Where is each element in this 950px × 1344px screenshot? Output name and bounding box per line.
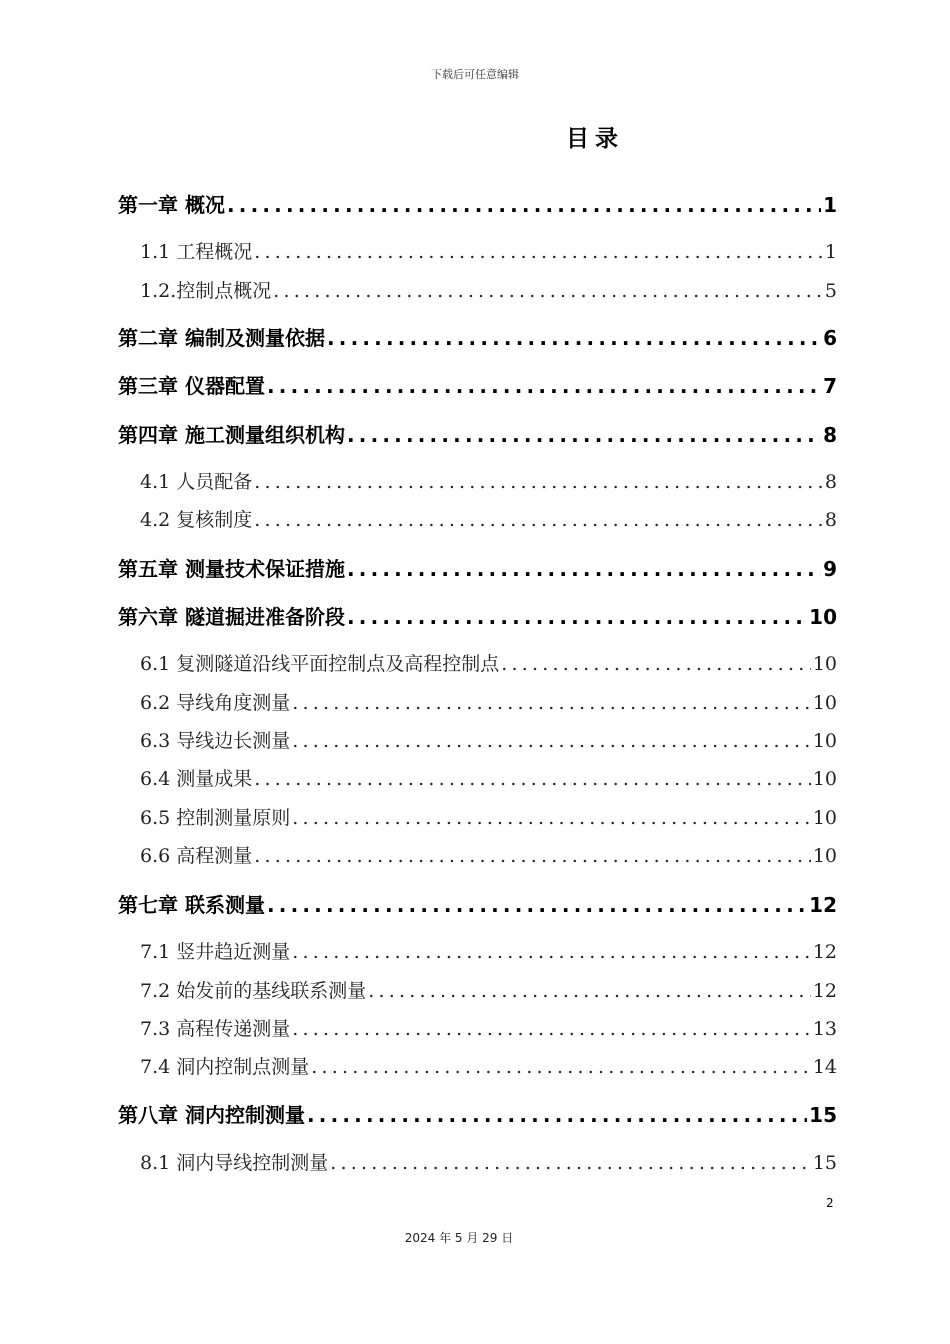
toc-entry-label: 4.1 人员配备	[140, 471, 253, 493]
toc-entry-page: 8	[823, 423, 837, 447]
toc-leader-dots	[267, 374, 821, 398]
toc-entry-page: 10	[812, 692, 837, 714]
toc-entry[interactable]	[140, 764, 837, 791]
toc-entry-label: 第三章 仪器配置	[118, 374, 265, 398]
toc-entry-page: 10	[812, 653, 837, 675]
toc-entry-label: 第七章 联系测量	[118, 893, 265, 917]
toc-leader-dots	[292, 941, 811, 963]
toc-entry-label: 第一章 概况	[118, 193, 225, 217]
toc-entry-page: 15	[812, 1152, 837, 1174]
toc-entry[interactable]	[118, 1099, 837, 1128]
toc-entry[interactable]	[140, 841, 837, 868]
toc-entry[interactable]	[118, 553, 837, 582]
toc-leader-dots	[327, 326, 821, 350]
toc-entry-page: 5	[824, 280, 837, 302]
toc-entry-label: 6.5 控制测量原则	[140, 807, 291, 829]
toc-entry-page: 15	[809, 1103, 837, 1127]
toc-leader-dots	[273, 280, 823, 302]
header-note: 下载后可任意编辑	[431, 68, 519, 81]
toc-entry-page: 1	[823, 193, 837, 217]
toc-entry-label: 第二章 编制及测量依据	[118, 326, 325, 350]
toc-leader-dots	[254, 845, 811, 867]
toc-entry-page: 10	[812, 845, 837, 867]
toc-leader-dots	[267, 893, 807, 917]
toc-entry-page: 12	[812, 980, 837, 1002]
toc-leader-dots	[347, 605, 807, 629]
toc-entry-label: 7.1 竖井趋近测量	[140, 941, 291, 963]
toc-leader-dots	[292, 807, 811, 829]
toc-entry-page: 10	[812, 807, 837, 829]
toc-entry[interactable]	[118, 889, 837, 918]
toc-entry-label: 7.3 高程传递测量	[140, 1018, 291, 1040]
toc-entry-label: 4.2 复核制度	[140, 509, 253, 531]
toc-leader-dots	[501, 653, 811, 675]
toc-leader-dots	[307, 1103, 807, 1127]
toc-leader-dots	[347, 557, 821, 581]
toc-entry[interactable]	[140, 726, 837, 753]
toc-entry[interactable]	[140, 649, 837, 676]
toc-entry-page: 12	[812, 941, 837, 963]
toc-entry[interactable]	[140, 976, 837, 1003]
toc-entry-label: 第八章 洞内控制测量	[118, 1103, 305, 1127]
toc-entry[interactable]	[140, 1014, 837, 1041]
toc-entry-page: 10	[809, 605, 837, 629]
toc-entry-page: 10	[812, 768, 837, 790]
toc-entry-page: 1	[824, 241, 837, 263]
toc-entry[interactable]	[140, 505, 837, 532]
toc-entry-page: 12	[809, 893, 837, 917]
toc-entry-page: 14	[812, 1056, 837, 1078]
toc-leader-dots	[254, 509, 823, 531]
toc-entry[interactable]	[140, 467, 837, 494]
toc-entry-label: 第六章 隧道掘进准备阶段	[118, 605, 345, 629]
toc-entry-page: 8	[824, 471, 837, 493]
toc-entry-label: 1.2.控制点概况	[140, 280, 272, 302]
toc-entry[interactable]	[140, 276, 837, 303]
toc-leader-dots	[368, 980, 811, 1002]
toc-entry-label: 8.1 洞内导线控制测量	[140, 1152, 329, 1174]
toc-leader-dots	[292, 730, 811, 752]
toc-leader-dots	[254, 241, 823, 263]
toc-leader-dots	[254, 471, 823, 493]
footer-date: 2024 年 5 月 29 日	[404, 1231, 514, 1245]
toc-entry-page: 7	[823, 374, 837, 398]
toc-entry-label: 6.6 高程测量	[140, 845, 253, 867]
toc-leader-dots	[347, 423, 821, 447]
toc-entry-label: 6.2 导线角度测量	[140, 692, 291, 714]
toc-entry[interactable]	[118, 322, 837, 351]
toc-entry-page: 13	[812, 1018, 837, 1040]
toc-entry[interactable]	[140, 937, 837, 964]
toc-leader-dots	[254, 768, 811, 790]
toc-entry[interactable]	[140, 237, 837, 264]
toc-leader-dots	[311, 1056, 811, 1078]
toc-entry[interactable]	[140, 688, 837, 715]
toc-entry[interactable]	[140, 1148, 837, 1175]
toc-entry-label: 第五章 测量技术保证措施	[118, 557, 345, 581]
toc-entry-page: 10	[812, 730, 837, 752]
toc-entry[interactable]	[118, 601, 837, 630]
toc-leader-dots	[227, 193, 821, 217]
toc-entry[interactable]	[118, 370, 837, 399]
toc-entry-page: 9	[823, 557, 837, 581]
toc-entry[interactable]	[140, 803, 837, 830]
page-title: 目录	[566, 126, 624, 152]
toc-entry-label: 6.4 测量成果	[140, 768, 253, 790]
toc-entry[interactable]	[118, 419, 837, 448]
toc-leader-dots	[292, 692, 811, 714]
toc-entry-page: 8	[824, 509, 837, 531]
toc-entry-label: 6.1 复测隧道沿线平面控制点及高程控制点	[140, 653, 500, 675]
toc-entry-label: 第四章 施工测量组织机构	[118, 423, 345, 447]
toc-entry-label: 7.4 洞内控制点测量	[140, 1056, 310, 1078]
toc-entry-page: 6	[823, 326, 837, 350]
page-number: 2	[826, 1196, 834, 1210]
toc-entry[interactable]	[140, 1052, 837, 1079]
toc-entry-label: 6.3 导线边长测量	[140, 730, 291, 752]
toc-leader-dots	[292, 1018, 811, 1040]
toc-entry-label: 1.1 工程概况	[140, 241, 253, 263]
toc-entry[interactable]	[118, 189, 837, 218]
toc-leader-dots	[330, 1152, 811, 1174]
toc-entry-label: 7.2 始发前的基线联系测量	[140, 980, 367, 1002]
